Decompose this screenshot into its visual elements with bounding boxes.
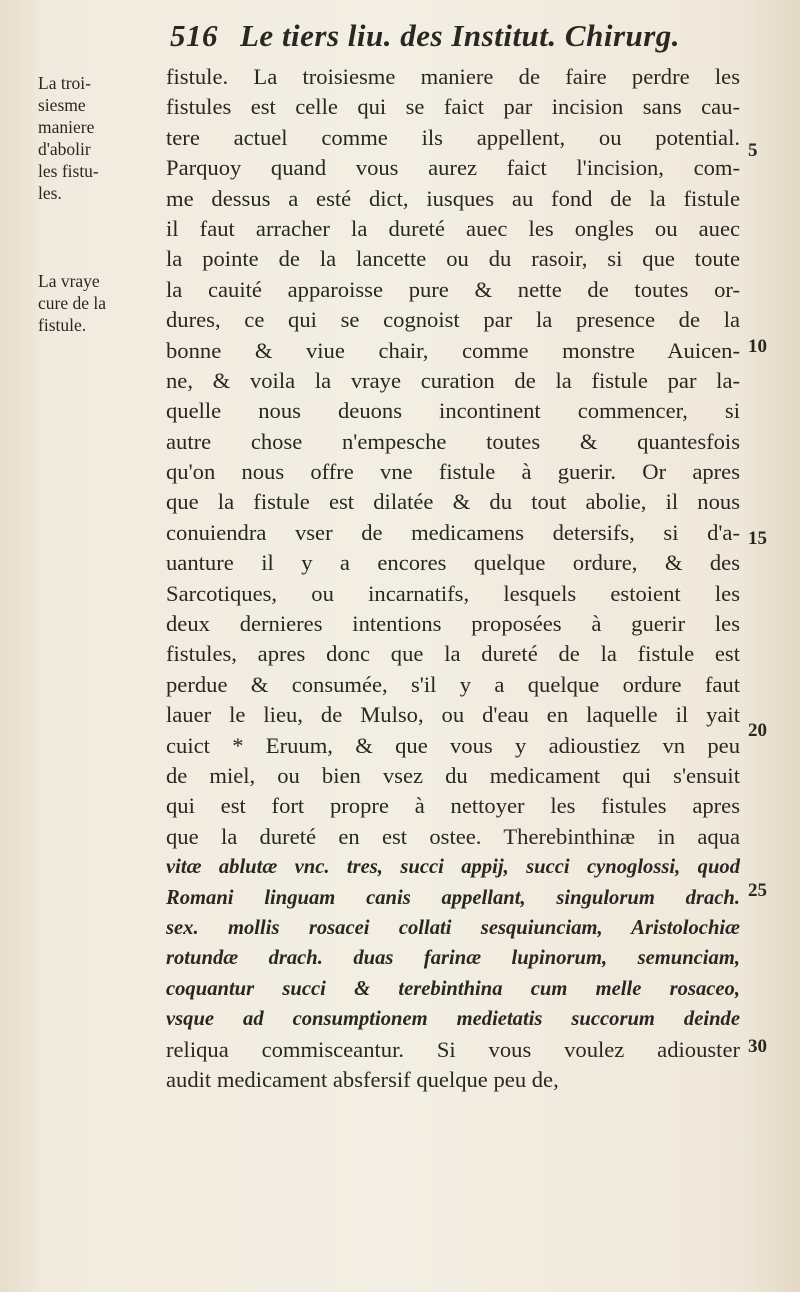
text-line: perdue & consumée, s'il y a quelque ordure faut — [166, 671, 740, 697]
text-line: me dessus a esté dict, iusques au fond de la fistule — [166, 185, 740, 211]
margin-note-line: La vraye — [38, 271, 100, 291]
margin-note-line: siesme — [38, 95, 86, 115]
text-line: uanture il y a encores quelque ordure, & des — [166, 550, 740, 576]
margin-note-vraye-cure — [38, 270, 156, 336]
text-line: lauer le lieu, de Mulso, ou d'eau en laquelle il yait — [166, 702, 740, 728]
line-number: 30 — [748, 1036, 767, 1057]
text-line: fistule. La troisiesme maniere de faire perdre les — [166, 64, 740, 89]
line-number: 15 — [748, 528, 767, 549]
body-text — [166, 62, 740, 1095]
text-line-latin: sex. mollis rosacei collati sesquiunciam, Aristolochiæ — [166, 916, 740, 939]
margin-note-line: d'abolir — [38, 139, 91, 159]
text-line: la cauité apparoisse pure & nette de toutes or- — [166, 276, 740, 302]
text-line: autre chose n'empesche toutes & quantesfois — [166, 428, 740, 454]
margin-note-line: La troi- — [38, 73, 91, 93]
margin-note-line: les fistu- — [38, 161, 99, 181]
line-number: 25 — [748, 880, 767, 901]
margin-note-line: maniere — [38, 117, 95, 137]
margin-note-line: les. — [38, 183, 62, 203]
page-number: 516 — [170, 18, 218, 53]
text-line: que la fistule est dilatée & du tout abolie, il nous — [166, 489, 740, 515]
line-number: 5 — [748, 140, 758, 161]
text-line: audit medicament absfersif quelque peu de, — [166, 1066, 559, 1092]
text-line: qu'on nous offre vne fistule à guerir. Or apres — [166, 459, 740, 485]
text-line: de miel, ou bien vsez du medicament qui s'ensuit — [166, 762, 740, 788]
text-line-latin: Romani linguam canis appellant, singulorum drach. — [166, 886, 740, 909]
text-line: cuict * Eruum, & que vous y adioustiez vn peu — [166, 732, 740, 758]
margin-note-troisiesme-maniere — [38, 72, 156, 204]
text-line: fistules, apres donc que la dureté de la fistule est — [166, 641, 740, 667]
text-line: Sarcotiques, ou incarnatifs, lesquels estoient les — [166, 580, 740, 606]
text-line-latin: vitæ ablutæ vnc. tres, succi appij, succi cynoglossi, quod — [166, 856, 740, 879]
line-number: 20 — [748, 720, 767, 741]
text-line-latin: rotundæ drach. duas farinæ lupinorum, semunciam, — [166, 947, 740, 970]
text-line: dures, ce qui se cognoist par la presence de la — [166, 307, 740, 333]
text-line-latin: vsque ad consumptionem medietatis succorum deinde — [166, 1008, 740, 1031]
line-number: 10 — [748, 336, 767, 357]
text-line: la pointe de la lancette ou du rasoir, si que toute — [166, 246, 740, 272]
text-line: fistules est celle qui se faict par incision sans cau- — [166, 94, 740, 120]
running-header — [170, 18, 730, 62]
running-title: Le tiers liu. des Institut. Chirurg. — [240, 18, 681, 53]
text-line: que la dureté en est ostee. Therebinthinæ in aqua — [166, 823, 740, 849]
text-line: Parquoy quand vous aurez faict l'incision, com- — [166, 155, 740, 181]
text-line: qui est fort propre à nettoyer les fistules apres — [166, 793, 740, 819]
text-line: ne, & voila la vraye curation de la fistule par la- — [166, 367, 740, 393]
text-line: reliqua commisceantur. Si vous voulez adiouster — [166, 1036, 740, 1062]
text-line-latin: coquantur succi & terebinthina cum melle rosaceo, — [166, 977, 740, 1000]
text-line: il faut arracher la dureté auec les ongles ou auec — [166, 215, 740, 241]
text-line: deux dernieres intentions proposées à guerir les — [166, 611, 740, 637]
text-line: tere actuel comme ils appellent, ou potential. — [166, 124, 740, 150]
text-line: quelle nous deuons incontinent commencer, si — [166, 398, 740, 424]
text-line: bonne & viue chair, comme monstre Auicen- — [166, 337, 740, 363]
text-line: conuiendra vser de medicamens detersifs, si d'a- — [166, 519, 740, 545]
margin-note-line: cure de la — [38, 293, 107, 313]
margin-note-line: fistule. — [38, 315, 87, 335]
